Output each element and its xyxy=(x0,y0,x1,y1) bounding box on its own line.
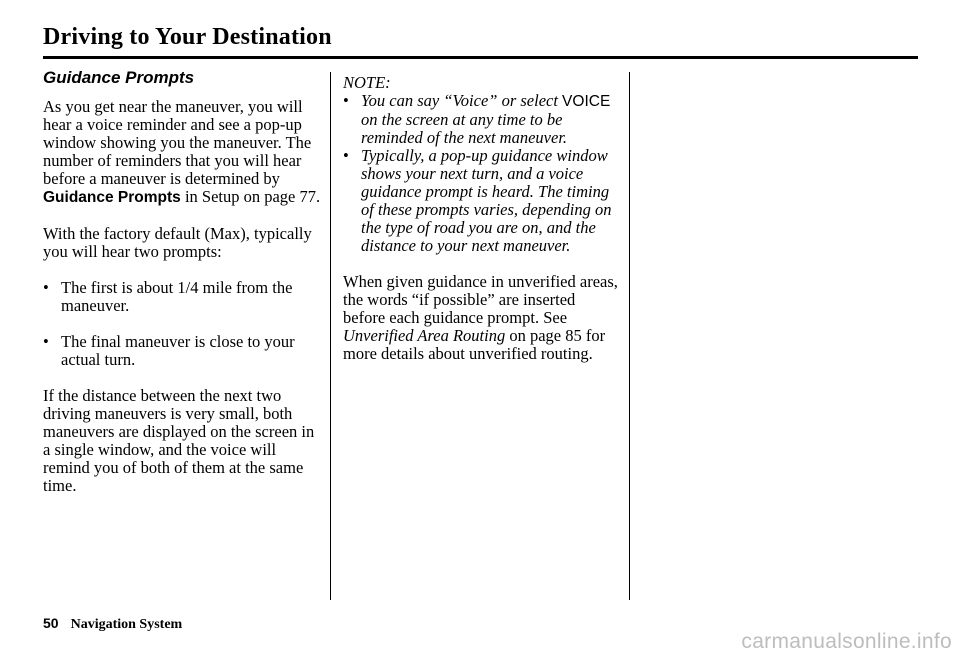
list-item-text: The first is about 1/4 mile from the maneuver. xyxy=(61,278,293,315)
bullet-mark: • xyxy=(43,278,49,297)
section-title: Guidance Prompts xyxy=(43,68,195,87)
left-column xyxy=(43,68,321,513)
intro-paragraph xyxy=(43,98,321,207)
bullet-mark: • xyxy=(43,332,49,351)
unverified-paragraph xyxy=(343,273,621,363)
column-divider-left xyxy=(330,72,331,600)
list-item-text: The final maneuver is close to your actual turn. xyxy=(61,332,295,369)
intro-text: As you get near the maneuver, you will hear a voice reminder and see a pop-up window showing you the maneuver. The number of reminders that you will hear before a maneuver is determined by xyxy=(43,97,312,188)
column-divider-right xyxy=(629,72,630,600)
intro-text-end: in Setup on page 77. xyxy=(180,187,321,206)
page-footer xyxy=(43,615,182,633)
note-item xyxy=(343,92,621,147)
right-column xyxy=(343,74,621,381)
unverified-text-end: on page 85 for more details about unverified routing. xyxy=(343,326,606,363)
note-title: NOTE: xyxy=(343,73,391,92)
watermark: carmanualsonline.info xyxy=(741,630,952,653)
bullet-mark: • xyxy=(343,146,349,165)
bullet-mark: • xyxy=(343,91,349,110)
note-text: You can say “Voice” or select xyxy=(361,91,563,110)
voice-key-label: VOICE xyxy=(562,93,611,110)
list-item xyxy=(43,279,321,315)
note-text: Typically, a pop-up guidance window shows your next turn, and a voice guidance prompt is heard. The timing of these prompts varies, depending on the type of road you are on, and the distance to your next maneuver. xyxy=(361,146,612,255)
header-rule xyxy=(43,56,918,59)
note-list xyxy=(343,92,621,255)
unverified-routing-reference: Unverified Area Routing xyxy=(343,326,506,345)
unverified-text: When given guidance in unverified areas, the words “if possible” are inserted before each guidance prompt. See xyxy=(343,272,618,327)
default-paragraph: With the factory default (Max), typically you will hear two prompts: xyxy=(43,224,312,261)
prompt-list xyxy=(43,279,321,369)
footer-label: Navigation System xyxy=(70,617,183,632)
page-title: Driving to Your Destination xyxy=(43,24,332,50)
page-number: 50 xyxy=(43,615,59,631)
list-item xyxy=(43,333,321,369)
note-text-end: on the screen at any time to be reminded of the next maneuver. xyxy=(361,110,568,147)
distance-paragraph: If the distance between the next two driving maneuvers is very small, both maneuvers are displayed on the screen in a single window, and the voice will remind you of both of them at the same time. xyxy=(43,386,315,495)
guidance-prompts-reference: Guidance Prompts xyxy=(43,189,181,206)
note-item xyxy=(343,147,621,255)
